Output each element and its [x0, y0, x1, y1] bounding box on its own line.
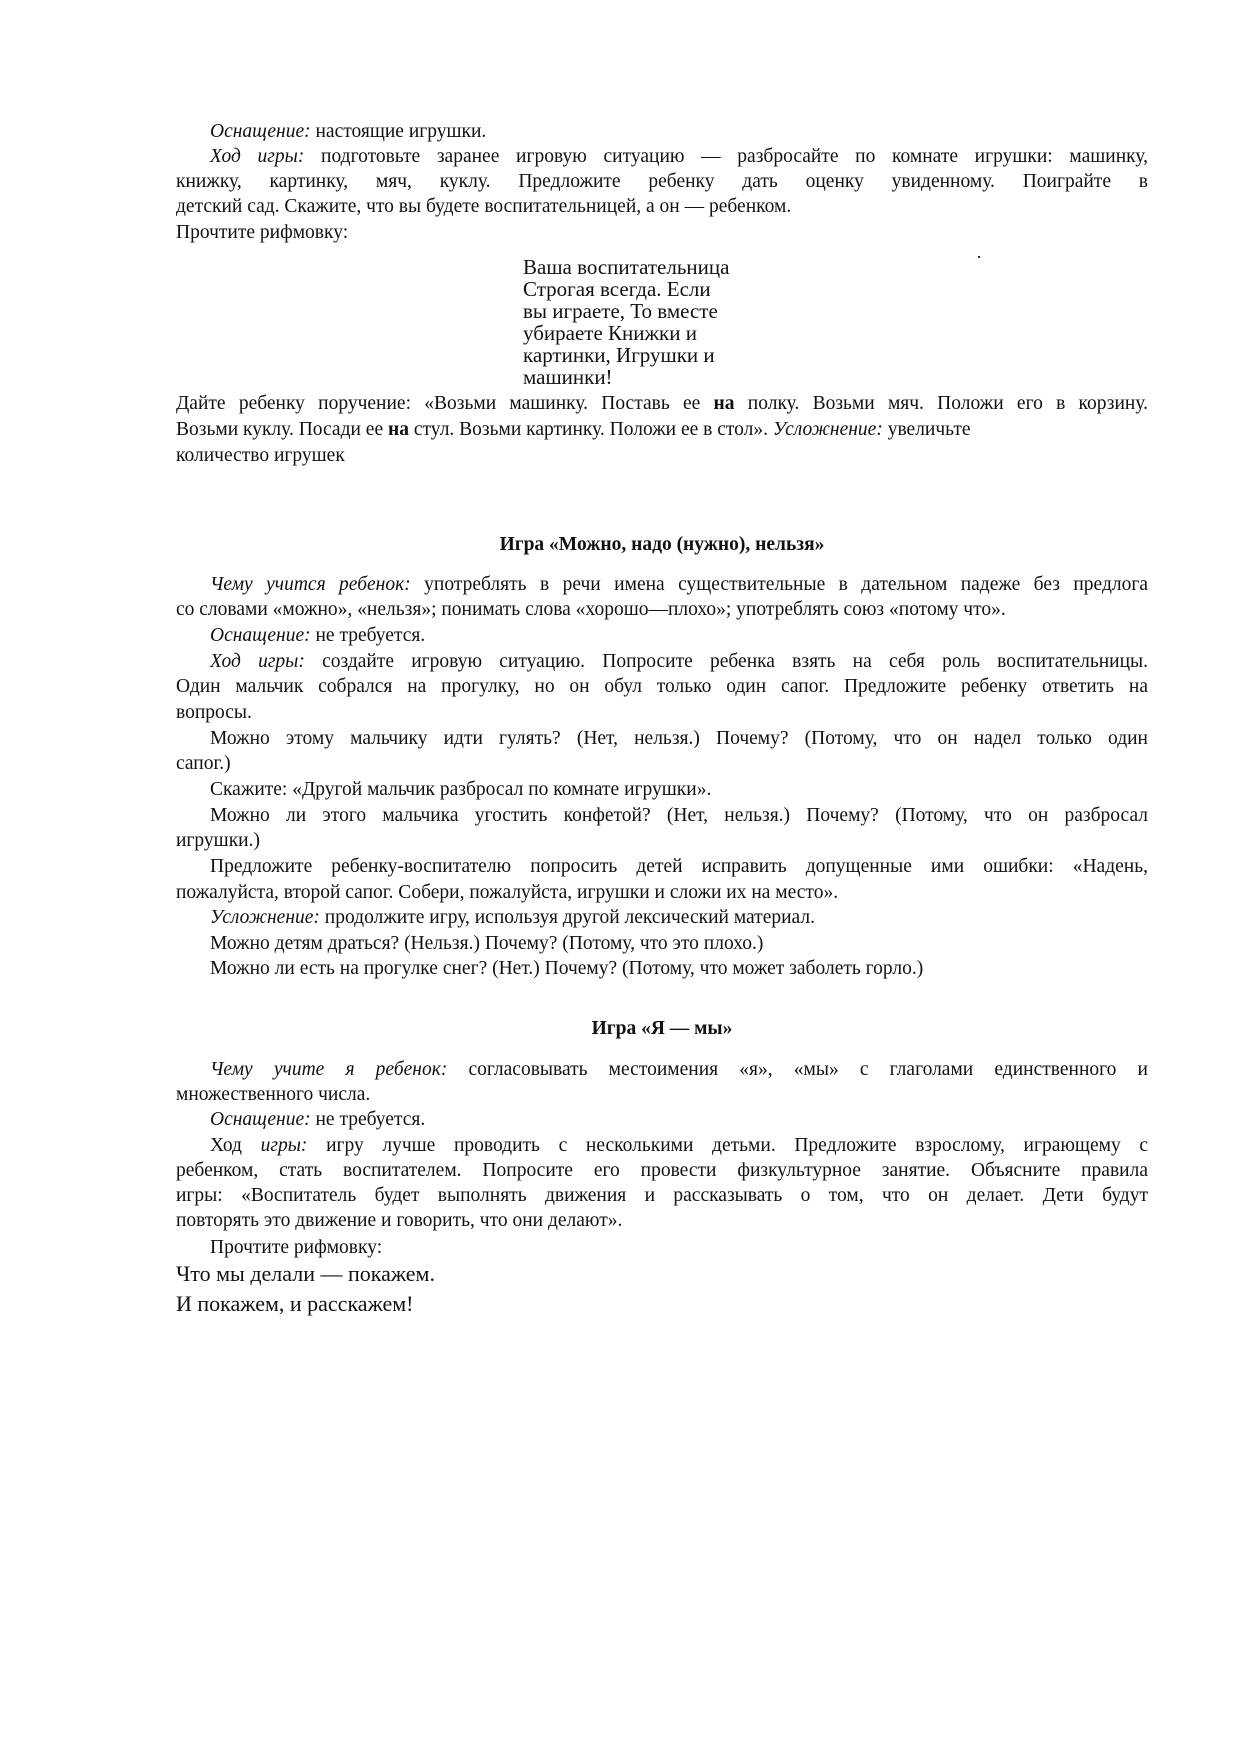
text-segment: полку. Возьми мяч. Положи его в корзину.	[734, 393, 1148, 414]
text-line	[176, 752, 1148, 776]
text-segment: Дайте ребенку поручение: «Возьми машинку. Поставь ее	[176, 393, 714, 414]
text-segment: повторять это движение и говорить, что они делают».	[176, 1210, 623, 1231]
text-line	[176, 727, 1148, 751]
rhyme-line: И покажем, и расскажем!	[176, 1291, 414, 1316]
text-segment: Предложите ребенку-воспитателю попросить детей исправить допущенные ими ошибки: «Надень,	[210, 856, 1148, 877]
text-line	[176, 573, 1148, 597]
text-line	[176, 1209, 1148, 1233]
text-line	[176, 221, 1148, 245]
text-segment: Один мальчик собрался на прогулку, но он обул только один сапог. Предложите ребенку ответить на	[176, 676, 1148, 697]
text-segment: Прочтите рифмовку:	[210, 1237, 383, 1258]
text-segment: подготовьте заранее игровую ситуацию — разбросайте по комнате игрушки: машинку,	[304, 146, 1148, 167]
text-line	[176, 444, 1148, 468]
italic-label: Усложнение:	[772, 419, 883, 440]
text-segment: игры: «Воспитатель будет выполнять движения и рассказывать о том, что он делает. Дети будут	[176, 1185, 1148, 1206]
text-segment: множественного числа.	[176, 1084, 371, 1105]
text-line	[176, 650, 1148, 674]
text-segment: настоящие игрушки.	[310, 121, 487, 142]
text-line	[176, 145, 1148, 169]
italic-label: Чему учится ребенок:	[210, 574, 411, 595]
poem	[523, 256, 729, 388]
bold-text: на	[388, 419, 409, 440]
text-segment: детский сад. Скажите, что вы будете воспитательницей, а он — ребенком.	[176, 196, 792, 217]
italic-label: игры:	[260, 1135, 308, 1156]
text-line	[176, 804, 1148, 828]
text-segment: количество игрушек	[176, 445, 345, 466]
text-line	[176, 829, 1148, 853]
text-line	[176, 195, 1148, 219]
text-line	[176, 120, 1148, 144]
poem-line: Строгая всегда. Если	[523, 277, 711, 301]
italic-label: Ход игры:	[210, 146, 305, 167]
poem-line: убираете Книжки и	[523, 321, 697, 345]
text-segment: создайте игровую ситуацию. Попросите ребенка взять на себя роль воспитательницы.	[304, 651, 1148, 672]
text-segment: со словами «можно», «нельзя»; понимать слова «хорошо—плохо»; употреблять союз «потому что».	[176, 599, 1006, 620]
text-segment: увеличьте	[882, 419, 971, 440]
text-segment: Ход	[210, 1135, 261, 1156]
text-segment: не требуется.	[310, 625, 426, 646]
text-line	[176, 1159, 1148, 1183]
text-segment: стул. Возьми картинку. Положи ее в стол».	[409, 419, 773, 440]
text-segment: согласовывать местоимения «я», «мы» с глаголами единственного и	[447, 1059, 1148, 1080]
text-segment: пожалуйста, второй сапог. Собери, пожалуйста, игрушки и сложи их на место».	[176, 882, 839, 903]
text-line	[176, 598, 1148, 622]
text-line	[176, 170, 1148, 194]
text-line	[176, 957, 1148, 981]
italic-label: Усложнение:	[210, 907, 320, 928]
poem-line: Ваша воспитательница	[523, 255, 730, 279]
text-line	[176, 1083, 1148, 1107]
stray-dot	[978, 256, 980, 258]
text-line	[176, 1108, 1148, 1132]
text-line	[176, 881, 1148, 905]
italic-label: Оснащение:	[210, 625, 311, 646]
text-line	[176, 624, 1148, 648]
text-line	[176, 701, 1148, 725]
text-line	[176, 932, 1148, 956]
text-segment: сапог.)	[176, 753, 231, 774]
poem-line: картинки, Игрушки и	[523, 343, 715, 367]
text-segment: Можно ли есть на прогулке снег? (Нет.) Почему? (Потому, что может заболеть горло.)	[210, 958, 924, 979]
rhyme-line: Что мы делали — покажем.	[176, 1261, 435, 1286]
text-line	[176, 1134, 1148, 1158]
section-heading: Игра «Можно, надо (нужно), нельзя»	[499, 534, 825, 555]
text-line	[176, 675, 1148, 699]
poem-line: вы играете, То вместе	[523, 299, 718, 323]
text-segment: Возьми куклу. Посади ее	[176, 419, 388, 440]
text-segment: книжку, картинку, мяч, куклу. Предложите ребенку дать оценку увиденному. Поиграйте в	[176, 171, 1148, 192]
text-line	[176, 1184, 1148, 1208]
text-segment: Можно этому мальчику идти гулять? (Нет, нельзя.) Почему? (Потому, что он надел только один	[210, 728, 1148, 749]
section-heading: Игра «Я — мы»	[591, 1018, 733, 1039]
text-segment: продолжите игру, используя другой лексический материал.	[319, 907, 815, 928]
text-segment: Прочтите рифмовку:	[176, 222, 349, 243]
text-segment: употреблять в речи имена существительные в дательном падеже без предлога	[410, 574, 1148, 595]
text-segment: не требуется.	[310, 1109, 426, 1130]
poem-line: машинки!	[523, 365, 613, 389]
text-line	[176, 392, 1148, 416]
text-line	[176, 1236, 1148, 1260]
text-line	[176, 418, 1148, 442]
text-segment: вопросы.	[176, 702, 252, 723]
text-segment: игрушки.)	[176, 830, 260, 851]
text-line	[176, 906, 1148, 930]
text-segment: ребенком, стать воспитателем. Попросите его провести физкультурное занятие. Объясните правила	[176, 1160, 1148, 1181]
italic-label: Чему учите я ребенок:	[210, 1059, 448, 1080]
italic-label: Оснащение:	[210, 1109, 311, 1130]
text-line	[176, 778, 1148, 802]
text-segment: Можно ли этого мальчика угостить конфетой? (Нет, нельзя.) Почему? (Потому, что он разбросал	[210, 805, 1148, 826]
text-segment: Можно детям драться? (Нельзя.) Почему? (Потому, что это плохо.)	[210, 933, 764, 954]
text-line	[176, 1058, 1148, 1082]
italic-label: Ход игры:	[210, 651, 305, 672]
bold-text: на	[713, 393, 735, 414]
text-segment: Скажите: «Другой мальчик разбросал по комнате игрушки».	[210, 779, 712, 800]
text-line	[176, 855, 1148, 879]
text-segment: игру лучше проводить с несколькими детьми. Предложите взрослому, играющему с	[307, 1135, 1148, 1156]
italic-label: Оснащение:	[210, 121, 311, 142]
